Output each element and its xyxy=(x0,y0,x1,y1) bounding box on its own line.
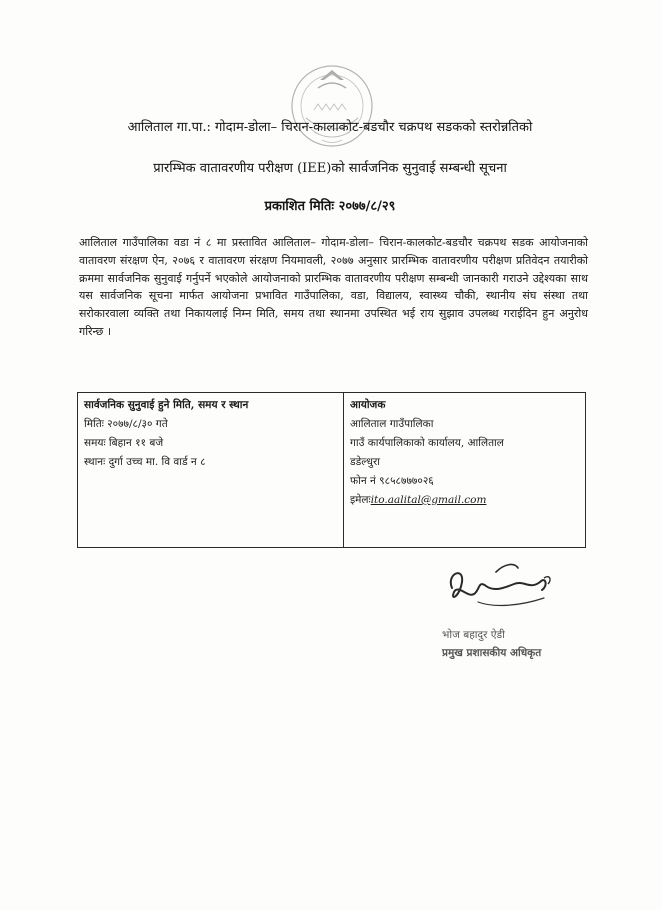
hearing-time: समयः बिहान ११ बजे xyxy=(84,437,164,449)
signatory-title: प्रमुख प्रशासकीय अधिकृत xyxy=(442,647,542,659)
email-link[interactable]: ito.aalital@gmail.com xyxy=(370,494,487,506)
notice-body: आलिताल गाउँपालिका वडा नं ८ मा प्रस्तावित आलिताल– गोदाम-डोला– चिरान-कालकोट-बडचौर चक्रपथ सडक आयोजनाको वातावरण संरक्षण ऐन, २०७६ र वातावरण संरक्षण नियमावली, २०७७ अनुसार प्रारम्भिक वातावरणीय परीक्षण प्रतिवेदन तयारीको क्रममा सार्वजनिक सुनुवाई गर्नुपर्ने भएकोले आयोजनाको प्रारम्भिक वातावरणीय परीक्षण सम्बन्धी जानकारी गराउने उद्देश्यका साथ यस सार्वजनिक सूचना मार्फत आयोजना प्रभावित गाउँपालिका, वडा, विद्यालय, स्वास्थ्य चौकी, स्थानीय संघ संस्था तथा सरोकारवाला व्यक्ति तथा निकायलाई निम्न मिति, समय तथा स्थानमा उपस्थित भई राय सुझाव उपलब्ध गराईदिन हुन अनुरोध गरिन्छ । xyxy=(79,236,588,338)
notice-title-line-2: प्रारम्भिक वातावरणीय परीक्षण (IEE)को सार्वजनिक सुनुवाई सम्बन्धी सूचना xyxy=(153,161,507,176)
hearing-venue: स्थानः दुर्गा उच्च मा. वि वार्ड न ८ xyxy=(84,456,206,468)
organizer-office: गाउँ कार्यपालिकाको कार्यालय, आलिताल xyxy=(350,437,504,449)
hearing-date: मितिः २०७७/८/३० गते xyxy=(84,418,168,430)
schedule-heading: सार्वजनिक सुनुवाई हुने मिति, समय र स्थान xyxy=(84,399,249,411)
notice-title-line-1: आलिताल गा.पा.: गोदाम-डोला– चिरान-कालाकोट-बडचौर चक्रपथ सडकको स्तरोन्नतिको xyxy=(127,120,533,135)
handwritten-signature xyxy=(444,558,556,620)
organizer-name: आलिताल गाउँपालिका xyxy=(350,418,434,430)
hearing-schedule-cell xyxy=(78,393,344,548)
email-label: इमेलः xyxy=(350,494,371,506)
organizer-district: डडेल्धुरा xyxy=(350,456,380,468)
organizer-heading: आयोजक xyxy=(350,399,386,411)
organizer-phone: फोन नं ९८५८७७७०२६ xyxy=(350,475,434,487)
municipal-seal xyxy=(284,58,380,160)
hearing-details-table xyxy=(77,392,586,548)
organizer-cell xyxy=(344,393,586,548)
published-date: प्रकाशित मितिः २०७७/८/२९ xyxy=(264,199,396,214)
organizer-email-row xyxy=(350,491,579,510)
signatory-name: भोज बहादुर ऐडी xyxy=(442,629,505,641)
